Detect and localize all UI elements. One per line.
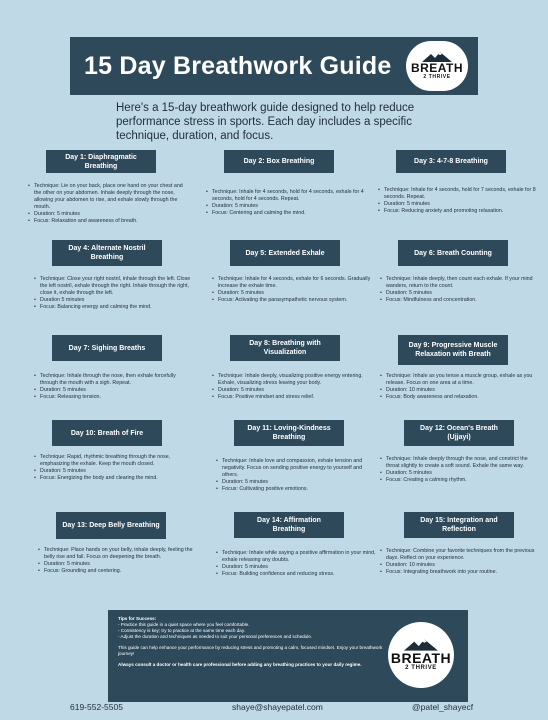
day-card-13 (38, 512, 198, 575)
day-7-focus: • Focus: Releasing tension. (34, 394, 194, 401)
day-card-1 (28, 150, 188, 225)
day-card-12 (380, 420, 540, 484)
day-15-title: Day 15: Integration and Reflection (404, 512, 514, 538)
day-5-focus: • Focus: Activating the parasympathetic nervous system. (212, 297, 372, 304)
day-5-technique: • Technique: Inhale for 4 seconds, exhale for 6 seconds. Gradually increase the exhale time. (212, 276, 372, 290)
day-6-duration: • Duration: 5 minutes (380, 290, 540, 297)
day-11-duration: • Duration: 5 minutes (216, 479, 376, 486)
logo-word-breath: BREATH (410, 61, 464, 75)
day-4-focus: • Focus: Balancing energy and calming the mind. (34, 304, 194, 311)
contact-social[interactable]: @patel_shayecf (412, 702, 474, 712)
day-10-focus: • Focus: Energizing the body and clearing the mind. (34, 475, 194, 482)
day-3-duration: • Duration: 5 minutes (378, 201, 538, 208)
tip-item: - Adjust the duration and techniques as needed to suit your personal preferences and schedule. (118, 634, 313, 639)
day-2-technique: • Technique: Inhale for 4 seconds, hold for 4 seconds, exhale for 4 seconds, hold for 4 seconds. Repeat. (206, 189, 366, 203)
day-5-details (212, 276, 372, 304)
day-15-focus: • Focus: Integrating breathwork into your routine. (380, 569, 540, 576)
tip-item: - Consistency is key; try to practice at the same time each day. (118, 628, 246, 633)
day-card-15 (380, 512, 540, 576)
day-15-duration: • Duration: 10 minutes (380, 562, 540, 569)
day-14-details (216, 550, 376, 578)
day-3-title: Day 3: 4-7-8 Breathing (396, 150, 506, 173)
day-9-focus: • Focus: Body awareness and relaxation. (380, 394, 540, 401)
day-13-title: Day 13: Deep Belly Breathing (56, 512, 166, 539)
day-15-details (380, 548, 540, 576)
day-1-focus: • Focus: Relaxation and awareness of breath. (28, 218, 188, 225)
day-4-details (34, 276, 194, 311)
logo-word-thrive: 2 THRIVE (423, 74, 451, 80)
day-card-14 (216, 512, 376, 578)
day-5-duration: • Duration: 5 minutes (212, 290, 372, 297)
tips-closing: This guide can help enhance your performance by reducing stress and promoting a calm, focused mindset. Enjoy your breathwork journey! (118, 645, 383, 656)
day-12-details (380, 456, 540, 484)
day-2-duration: • Duration: 5 minutes (206, 203, 366, 210)
day-2-details (206, 189, 366, 217)
day-11-technique: • Technique: Inhale love and compassion, exhale tension and negativity. Focus on sending positive energy to yourself and others. (216, 458, 376, 479)
day-15-technique: • Technique: Combine your favorite techniques from the previous days. Reflect on your experience. (380, 548, 540, 562)
title-banner (70, 37, 478, 95)
page-title: 15 Day Breathwork Guide (84, 51, 392, 80)
day-10-technique: • Technique: Rapid, rhythmic breathing through the nose, emphasizing the exhale. Keep the mouth closed. (34, 454, 194, 468)
day-card-10 (34, 420, 194, 482)
logo-word-breath: BREATH (390, 649, 452, 666)
day-11-focus: • Focus: Cultivating positive emotions. (216, 486, 376, 493)
day-7-technique: • Technique: Inhale through the nose, then exhale forcefully through the mouth with a sigh. Repeat. (34, 373, 194, 387)
day-12-technique: • Technique: Inhale deeply through the nose, and constrict the throat slightly to create a soft sound. Exhale the same way. (380, 456, 540, 470)
day-card-6 (380, 240, 540, 304)
day-8-focus: • Focus: Positive mindset and stress relief. (212, 394, 372, 401)
day-7-title: Day 7: Sighing Breaths (52, 335, 162, 361)
day-10-duration: • Duration: 5 minutes (34, 468, 194, 475)
contact-email[interactable]: shaye@shayepatel.com (232, 702, 323, 712)
tips-box (108, 610, 468, 702)
day-9-details (380, 373, 540, 401)
day-card-7 (34, 335, 194, 401)
day-1-details (28, 183, 188, 225)
day-13-duration: • Duration: 5 minutes (38, 561, 198, 568)
day-14-title: Day 14: Affirmation Breathing (234, 512, 344, 538)
day-2-focus: • Focus: Centering and calming the mind. (206, 210, 366, 217)
day-9-duration: • Duration: 10 minutes (380, 387, 540, 394)
day-8-details (212, 373, 372, 401)
day-card-4 (34, 240, 194, 311)
day-4-title: Day 4: Alternate Nostril Breathing (52, 240, 162, 266)
day-6-focus: • Focus: Mindfulness and concentration. (380, 297, 540, 304)
footer-logo (388, 622, 454, 688)
tip-item: - Practice this guide in a quiet space where you feel comfortable. (118, 622, 250, 627)
logo-word-thrive: 2 THRIVE (405, 664, 437, 671)
day-2-title: Day 2: Box Breathing (224, 150, 334, 173)
day-9-technique: • Technique: Inhale as you tense a muscle group, exhale as you release. Focus on one area at a time. (380, 373, 540, 387)
day-card-8 (212, 335, 372, 401)
contact-phone[interactable]: 619-552-5505 (70, 702, 123, 712)
tips-heading: Tips for Success: (118, 616, 157, 621)
day-8-technique: • Technique: Inhale deeply, visualizing positive energy entering. Exhale, visualizing stress leaving your body. (212, 373, 372, 387)
day-13-focus: • Focus: Grounding and centering. (38, 568, 198, 575)
day-4-duration: • Duration 5 minutes (34, 297, 194, 304)
day-9-title: Day 9: Progressive Muscle Relaxation with Breath (398, 335, 508, 365)
day-11-title: Day 11: Loving-Kindness Breathing (234, 420, 344, 446)
day-8-duration: • Duration: 5 minutes (212, 387, 372, 394)
day-10-title: Day 10: Breath of Fire (52, 420, 162, 446)
day-1-duration: • Duration: 5 minutes (28, 211, 188, 218)
day-7-details (34, 373, 194, 401)
brand-logo (406, 41, 468, 91)
day-card-9 (380, 335, 540, 401)
day-5-title: Day 5: Extended Exhale (230, 240, 340, 266)
tips-disclaimer: Always consult a doctor or health care professional before adding any breathing practices to your daily regime. (118, 662, 362, 667)
day-1-technique: • Technique: Lie on your back, place one hand on your chest and the other on your abdomen. Inhale deeply through the nose, allowing your abdomen to rise, and exhale slowly through the mouth. (28, 183, 188, 211)
day-card-2 (206, 150, 366, 217)
day-8-title: Day 8: Breathing with Visualization (230, 335, 340, 361)
day-12-title: Day 12: Ocean's Breath (Ujjayi) (404, 420, 514, 446)
day-card-5 (212, 240, 372, 304)
day-4-technique: • Technique: Close your right nostril, inhale through the left. Close the left nostril, exhale through the right. Inhale through the right, close it, exhale through the left. (34, 276, 194, 297)
day-14-technique: • Technique: Inhale while saying a positive affirmation in your mind, exhale releasing any doubts. (216, 550, 376, 564)
day-12-focus: • Focus: Creating a calming rhythm. (380, 477, 540, 484)
day-13-technique: • Technique: Place hands on your belly, inhale deeply, feeling the belly rise and fall. Focus on deepening the breath. (38, 547, 198, 561)
mountain-icon (404, 639, 438, 651)
day-6-title: Day 6: Breath Counting (398, 240, 508, 266)
day-11-details (216, 458, 376, 493)
day-10-details (34, 454, 194, 482)
day-3-technique: • Technique: Inhale for 4 seconds, hold for 7 seconds, exhale for 8 seconds. Repeat. (378, 187, 538, 201)
day-12-duration: • Duration: 5 minutes (380, 470, 540, 477)
day-card-11 (216, 420, 376, 493)
tips-text (118, 616, 390, 668)
day-3-focus: • Focus: Reducing anxiety and promoting relaxation. (378, 208, 538, 215)
intro-text: Here's a 15-day breathwork guide designed to help reduce performance stress in sports. Each day includes a specific technique, duration, and focus. (116, 102, 415, 142)
day-card-3 (378, 150, 538, 215)
day-13-details (38, 547, 198, 575)
day-14-duration: • Duration: 5 minutes (216, 564, 376, 571)
day-6-details (380, 276, 540, 304)
day-1-title: Day 1: Diaphragmatic Breathing (46, 150, 156, 173)
day-3-details (378, 187, 538, 215)
day-7-duration: • Duration: 5 minutes (34, 387, 194, 394)
day-6-technique: • Technique: Inhale deeply, then count each exhale. If your mind wanders, return to the count. (380, 276, 540, 290)
day-14-focus: • Focus: Building confidence and reducing stress. (216, 571, 376, 578)
